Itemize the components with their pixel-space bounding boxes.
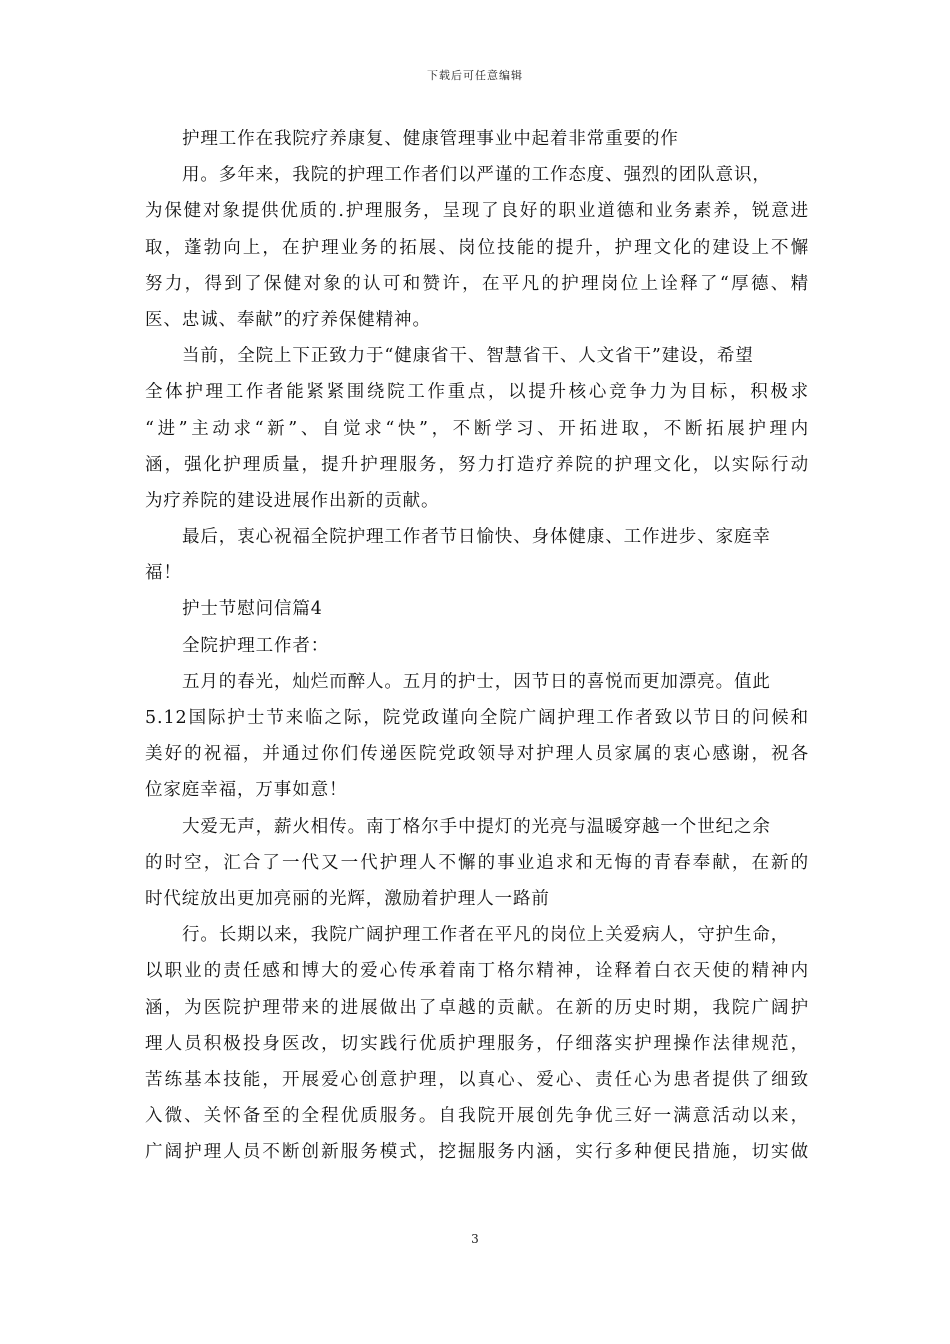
section-heading: 护士节慰问信篇4 (182, 599, 323, 620)
page-number: 3 (471, 1232, 479, 1246)
page-header: 下载后可任意编辑 (427, 69, 523, 82)
text-line: 5.12国际护士节来临之际，院党政谨向全院广阔护理工作者致以节日的问候和 (145, 708, 809, 728)
text-line: 入微、关怀备至的全程优质服务。自我院开展创先争优三好一满意活动以来， (145, 1106, 809, 1127)
text-line: 的时空，汇合了一代又一代护理人不懈的事业追求和无悔的青春奉献，在新的 (145, 852, 809, 873)
text-line: 当前，全院上下正致力于“健康省干、智慧省干、人文省干”建设，希望 (182, 346, 754, 367)
text-line: 五月的春光，灿烂而醉人。五月的护士，因节日的喜悦而更加漂亮。值此 (182, 671, 771, 692)
text-line: 护理工作在我院疗养康复、健康管理事业中起着非常重要的作 (182, 129, 679, 149)
text-line: 努力，得到了保健对象的认可和赞许，在平凡的护理岗位上诠释了“厚德、精 (145, 273, 809, 294)
text-line: 最后，衷心祝福全院护理工作者节日愉快、身体健康、工作进步、家庭幸 (182, 527, 771, 548)
text-line: 福！ (145, 563, 182, 584)
text-line: 涵，为医院护理带来的进展做出了卓越的贡献。在新的历史时期，我院广阔护 (145, 997, 809, 1018)
text-line: 理人员积极投身医改，切实践行优质护理服务，仔细落实护理操作法律规范， (145, 1033, 809, 1054)
text-line: 广阔护理人员不断创新服务模式，挖掘服务内涵，实行多种便民措施，切实做 (145, 1142, 809, 1163)
text-line: 苦练基本技能，开展爱心创意护理，以真心、爱心、责任心为患者提供了细致 (145, 1069, 809, 1090)
text-line: 全体护理工作者能紧紧围绕院工作重点，以提升核心竞争力为目标，积极求 (145, 382, 809, 403)
text-line: 为疗养院的建设进展作出新的贡献。 (145, 490, 440, 511)
text-line: 大爱无声，薪火相传。南丁格尔手中提灯的光亮与温暖穿越一个世纪之余 (182, 816, 771, 837)
text-line: 行。长期以来，我院广阔护理工作者在平凡的岗位上关爱病人，守护生命， (182, 925, 790, 946)
text-line: “进”主动求“新”、自觉求“快”，不断学习、开拓进取，不断拓展护理内 (145, 418, 809, 439)
document-body (145, 121, 809, 1170)
text-line: 以职业的责任感和博大的爱心传承着南丁格尔精神，诠释着白衣天使的精神内 (145, 961, 809, 982)
text-line: 医、忠诚、奉献”的疗养保健精神。 (145, 309, 431, 330)
text-line: 美好的祝福，并通过你们传递医院党政领导对护理人员家属的衷心感谢，祝各 (145, 744, 809, 765)
text-line: 用。多年来，我院的护理工作者们以严谨的工作态度、强烈的团队意识， (182, 165, 771, 186)
salutation: 全院护理工作者： (182, 635, 330, 656)
text-line: 时代绽放出更加亮丽的光辉，激励着护理人一路前 (145, 888, 550, 909)
text-line: 涵，强化护理质量，提升护理服务，努力打造疗养院的护理文化，以实际行动 (145, 454, 809, 475)
text-line: 位家庭幸福，万事如意！ (145, 780, 348, 801)
text-line: 取，蓬勃向上，在护理业务的拓展、岗位技能的提升，护理文化的建设上不懈 (145, 237, 809, 258)
text-line: 为保健对象提供优质的.护理服务，呈现了良好的职业道德和业务素养，锐意进 (145, 201, 809, 222)
